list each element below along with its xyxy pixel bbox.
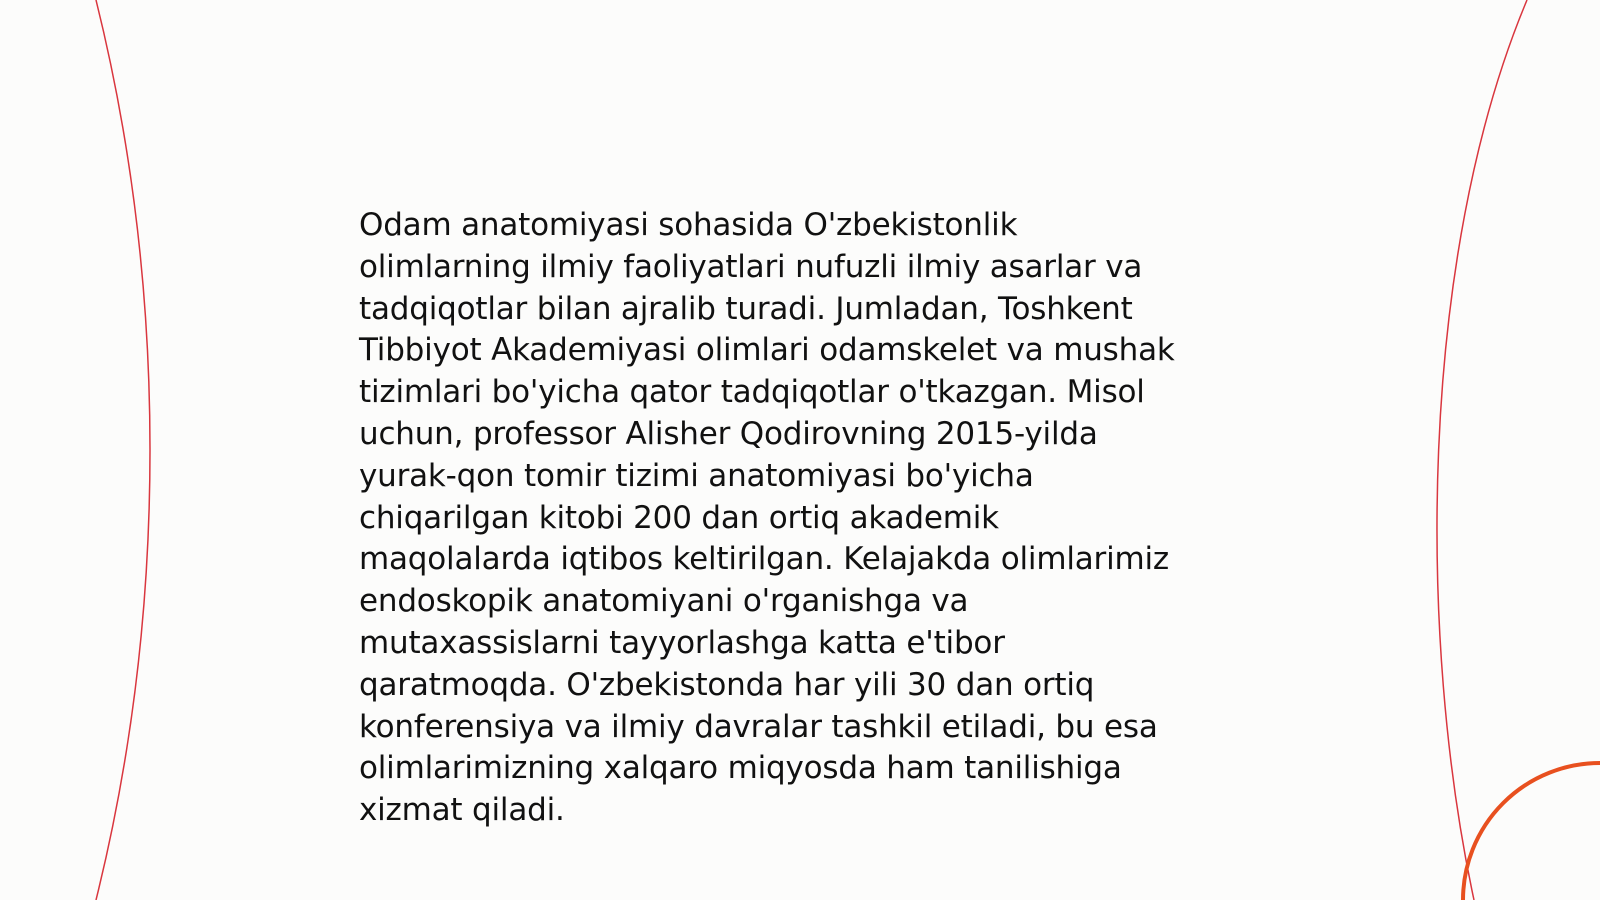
- right-curve-line: [1437, 0, 1527, 900]
- left-curve-line: [96, 0, 150, 900]
- corner-accent-arc: [1463, 763, 1600, 900]
- body-paragraph: Odam anatomiyasi sohasida O'zbekistonlik olimlarning ilmiy faoliyatlari nufuzli ilmiy asarlar va tadqiqotlar bilan ajralib turadi. Jumladan, Toshkent Tibbiyot Akademiyasi olimlari odamskelet va mushak tizimlari bo'yicha qator tadqiqotlar o'tkazgan. Misol uchun, professor Alisher Qodirovning 2015-yilda yurak-qon tomir tizimi anatomiyasi bo'yicha chiqarilgan kitobi 200 dan ortiq akademik maqolalarda iqtibos keltirilgan. Kelajakda olimlarimiz endoskopik anatomiyani o'rganishga va mutaxassislarni tayyorlashga katta e'tibor qaratmoqda. O'zbekistonda har yili 30 dan ortiq konferensiya va ilmiy davralar tashkil etiladi, bu esa olimlarimizning xalqaro miqyosda ham tanilishiga xizmat qiladi.: [359, 207, 1175, 829]
